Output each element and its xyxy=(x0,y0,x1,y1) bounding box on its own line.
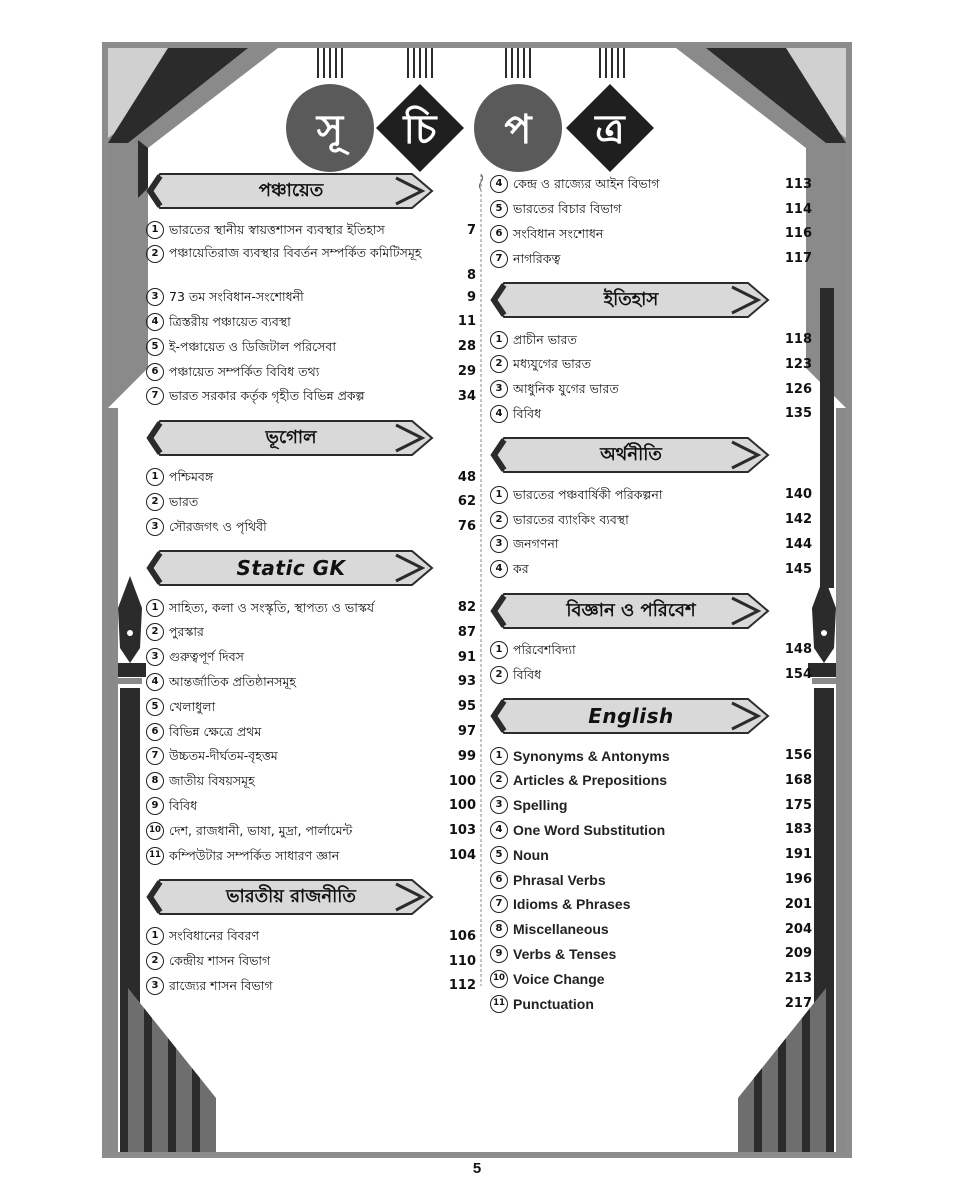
entry-page: 93 xyxy=(457,674,476,690)
section-gap xyxy=(490,582,812,592)
entry-number: 3 xyxy=(146,288,164,306)
entry-label: ভারতের পঞ্চবার্ষিকী পরিকল্পনা xyxy=(513,486,663,502)
entry-number: 2 xyxy=(490,355,508,373)
section-gap xyxy=(146,409,476,419)
entry-page: 196 xyxy=(784,872,812,888)
section-gap xyxy=(490,1016,812,1026)
entry-label: 73 তম সংবিধান-সংশোধনী xyxy=(169,289,304,305)
entry-page: 191 xyxy=(784,847,812,863)
title-char-1: সূ xyxy=(316,106,344,153)
entry-number: 1 xyxy=(146,468,164,486)
toc-entry[interactable] xyxy=(146,694,476,719)
toc-entry[interactable] xyxy=(146,794,476,819)
section-title: ইতিহাস xyxy=(603,289,659,311)
entry-number: 10 xyxy=(146,822,164,840)
entry-label: পঞ্চায়েতিরাজ ব্যবস্থার বিবর্তন সম্পর্কিত কমিটিসমূহ xyxy=(169,244,422,260)
entry-page: 113 xyxy=(784,176,812,192)
toc-entry[interactable] xyxy=(146,243,476,285)
entry-page: 91 xyxy=(457,649,476,665)
entry-label: Voice Change xyxy=(513,970,605,987)
toc-entry[interactable] xyxy=(490,662,812,687)
title-char-2: চি xyxy=(403,106,437,153)
section-banner xyxy=(490,592,772,630)
entry-number: 4 xyxy=(490,821,508,839)
entry-page: 217 xyxy=(784,996,812,1012)
section-banner xyxy=(146,549,436,587)
entry-page: 9 xyxy=(466,289,476,305)
page-title xyxy=(278,76,678,172)
entry-number: 5 xyxy=(490,200,508,218)
toc-entry[interactable] xyxy=(490,377,812,402)
toc-entry[interactable] xyxy=(490,638,812,663)
entry-label: ভারত সরকার কর্তৃক গৃহীত বিভিন্ন প্রকল্প xyxy=(169,388,365,404)
toc-entry[interactable] xyxy=(490,793,812,818)
toc-entry[interactable] xyxy=(490,842,812,867)
entry-label: ভারতের ব্যাংকিং ব্যবস্থা xyxy=(513,511,629,527)
toc-entry[interactable] xyxy=(146,218,476,243)
section-gap xyxy=(490,687,812,697)
section-gap xyxy=(490,271,812,281)
entry-page: 48 xyxy=(457,469,476,485)
entry-page: 213 xyxy=(784,971,812,987)
section-gap xyxy=(490,426,812,436)
entry-number: 3 xyxy=(490,380,508,398)
entry-label: সাহিত্য, কলা ও সংস্কৃতি, স্থাপত্য ও ভাস্কর্য xyxy=(169,599,375,615)
entry-label: খেলাধুলা xyxy=(169,698,216,714)
entry-number: 6 xyxy=(490,225,508,243)
entry-label: Verbs & Tenses xyxy=(513,945,617,962)
toc-entry[interactable] xyxy=(146,384,476,409)
toc-entry[interactable] xyxy=(146,334,476,359)
entry-number: 2 xyxy=(490,666,508,684)
entry-page: 118 xyxy=(784,332,812,348)
entry-number: 7 xyxy=(490,895,508,913)
entry-number: 3 xyxy=(146,518,164,536)
entry-page: 126 xyxy=(784,381,812,397)
section-title: ভূগোল xyxy=(265,426,317,448)
entry-page: 116 xyxy=(784,226,812,242)
toc-entry[interactable] xyxy=(490,402,812,427)
entry-page: 175 xyxy=(784,797,812,813)
entry-page: 142 xyxy=(784,512,812,528)
section-title: ভারতীয় রাজনীতি xyxy=(226,885,356,907)
toc-entry[interactable] xyxy=(146,620,476,645)
entry-number: 7 xyxy=(146,387,164,405)
fountain-pen-nib-icon xyxy=(812,576,836,663)
entry-label: জাতীয় বিষয়সমূহ xyxy=(169,773,255,789)
toc-entry[interactable] xyxy=(490,892,812,917)
entry-label: প্রাচীন ভারত xyxy=(513,331,577,347)
entry-page: 110 xyxy=(448,953,476,969)
entry-number: 5 xyxy=(490,846,508,864)
entry-number: 2 xyxy=(490,511,508,529)
entry-number: 2 xyxy=(146,623,164,641)
toc-entry[interactable] xyxy=(490,197,812,222)
entry-label: One Word Substitution xyxy=(513,821,666,838)
entry-number: 6 xyxy=(490,871,508,889)
section-gap xyxy=(146,539,476,549)
entry-number: 4 xyxy=(490,560,508,578)
entry-label: ভারতের স্থানীয় স্বায়ত্তশাসন ব্যবস্থার ইতিহাস xyxy=(169,222,385,238)
entry-number: 2 xyxy=(146,245,164,263)
toc-entry[interactable] xyxy=(146,769,476,794)
entry-label: বিভিন্ন ক্ষেত্রে প্রথম xyxy=(169,723,262,739)
entry-number: 5 xyxy=(146,698,164,716)
entry-page: 117 xyxy=(784,251,812,267)
toc-right-column xyxy=(490,172,812,1026)
toc-entry[interactable] xyxy=(146,359,476,384)
section-banner xyxy=(146,878,436,916)
entry-number: 2 xyxy=(146,493,164,511)
toc-entry[interactable] xyxy=(490,966,812,991)
entry-label: আন্তর্জাতিক প্রতিষ্ঠানসমূহ xyxy=(169,673,296,689)
entry-page: 168 xyxy=(784,772,812,788)
entry-number: 1 xyxy=(490,331,508,349)
toc-left-column xyxy=(146,172,476,1008)
entry-label: পশ্চিমবঙ্গ xyxy=(169,469,214,485)
entry-label: কেন্দ্র ও রাজ্যের আইন বিভাগ xyxy=(513,176,660,192)
column-divider xyxy=(478,174,484,986)
entry-page: 34 xyxy=(457,388,476,404)
entry-label: Punctuation xyxy=(513,995,594,1012)
entry-number: 1 xyxy=(146,599,164,617)
entry-label: ত্রিস্তরীয় পঞ্চায়েত ব্যবস্থা xyxy=(169,313,291,329)
section-banner xyxy=(146,172,436,210)
toc-entry[interactable] xyxy=(490,507,812,532)
entry-page: 82 xyxy=(457,600,476,616)
toc-entry[interactable] xyxy=(146,514,476,539)
entry-label: পরিবেশবিদ্যা xyxy=(513,641,576,657)
entry-label: আধুনিক যুগের ভারত xyxy=(513,381,619,397)
entry-number: 6 xyxy=(146,723,164,741)
entry-number: 8 xyxy=(146,772,164,790)
entry-page: 62 xyxy=(457,494,476,510)
entry-label: গুরুত্বপূর্ণ দিবস xyxy=(169,649,244,665)
entry-label: Articles & Prepositions xyxy=(513,772,668,789)
section-gap xyxy=(146,998,476,1008)
toc-entry[interactable] xyxy=(146,285,476,310)
toc-entry[interactable] xyxy=(490,532,812,557)
entry-label: দেশ, রাজধানী, ভাষা, মুদ্রা, পার্লামেন্ট xyxy=(169,822,353,838)
entry-label: পঞ্চায়েত সম্পর্কিত বিবিধ তথ্য xyxy=(169,363,320,379)
title-char-3: প xyxy=(504,106,532,153)
entry-page: 204 xyxy=(784,921,812,937)
entry-page: 114 xyxy=(784,201,812,217)
entry-label: কর xyxy=(513,561,529,577)
entry-number: 4 xyxy=(146,673,164,691)
entry-label: ই-পঞ্চায়েত ও ডিজিটাল পরিসেবা xyxy=(169,338,337,354)
entry-page: 148 xyxy=(784,642,812,658)
entry-number: 4 xyxy=(146,313,164,331)
entry-label: বিবিধ xyxy=(513,666,542,682)
entry-label: নাগরিকত্ব xyxy=(513,250,561,266)
entry-number: 2 xyxy=(146,952,164,970)
section-title: অর্থনীতি xyxy=(600,444,662,466)
toc-entry[interactable] xyxy=(146,818,476,843)
entry-label: Idioms & Phrases xyxy=(513,896,631,913)
entry-number: 7 xyxy=(146,747,164,765)
toc-entry[interactable] xyxy=(146,490,476,515)
entry-number: 1 xyxy=(146,221,164,239)
entry-page: 29 xyxy=(457,364,476,380)
entry-number: 9 xyxy=(146,797,164,815)
title-char-4: ত্র xyxy=(595,106,625,153)
entry-number: 5 xyxy=(146,338,164,356)
entry-page: 76 xyxy=(457,519,476,535)
section-title: বিজ্ঞান ও পরিবেশ xyxy=(566,599,696,621)
toc-entry[interactable] xyxy=(490,768,812,793)
entry-number: 7 xyxy=(490,250,508,268)
entry-number: 2 xyxy=(490,771,508,789)
entry-page: 145 xyxy=(784,561,812,577)
entry-number: 8 xyxy=(490,920,508,938)
entry-page: 100 xyxy=(448,798,476,814)
entry-page: 106 xyxy=(448,928,476,944)
toc-entry[interactable] xyxy=(490,222,812,247)
entry-label: ভারতের বিচার বিভাগ xyxy=(513,201,622,217)
toc-entry[interactable] xyxy=(490,557,812,582)
entry-page: 104 xyxy=(448,848,476,864)
toc-entry[interactable] xyxy=(490,818,812,843)
entry-number: 3 xyxy=(490,796,508,814)
entry-number: 11 xyxy=(490,995,508,1013)
toc-entry[interactable] xyxy=(146,645,476,670)
toc-entry[interactable] xyxy=(146,719,476,744)
section-banner xyxy=(490,697,772,735)
entry-label: মধ্যযুগের ভারত xyxy=(513,356,592,372)
section-banner xyxy=(146,419,436,457)
entry-page: 156 xyxy=(784,748,812,764)
entry-number: 1 xyxy=(490,486,508,504)
entry-page: 11 xyxy=(457,314,476,330)
toc-entry[interactable] xyxy=(146,974,476,999)
section-title: পঞ্চায়েত xyxy=(258,180,324,201)
page-number: 5 xyxy=(472,1160,482,1177)
entry-label: সৌরজগৎ ও পৃথিবী xyxy=(169,518,267,534)
entry-label: বিবিধ xyxy=(513,405,542,421)
toc-entry[interactable] xyxy=(490,482,812,507)
entry-number: 1 xyxy=(490,641,508,659)
entry-label: উচ্চতম-দীর্ঘতম-বৃহত্তম xyxy=(169,748,278,764)
entry-number: 3 xyxy=(146,977,164,995)
entry-page: 99 xyxy=(457,748,476,764)
entry-number: 4 xyxy=(490,175,508,193)
entry-page: 103 xyxy=(448,823,476,839)
entry-label: Synonyms & Antonyms xyxy=(513,747,670,764)
fountain-pen-nib-icon xyxy=(118,576,142,663)
entry-label: Phrasal Verbs xyxy=(513,871,606,888)
toc-entry[interactable] xyxy=(146,949,476,974)
toc-entry[interactable] xyxy=(146,310,476,335)
entry-page: 140 xyxy=(784,487,812,503)
entry-page: 28 xyxy=(457,339,476,355)
page-frame xyxy=(102,42,852,1158)
entry-page: 8 xyxy=(466,267,476,283)
section-title: Static GK xyxy=(236,556,346,581)
toc-entry[interactable] xyxy=(146,465,476,490)
section-title: English xyxy=(588,704,674,729)
entry-number: 1 xyxy=(146,927,164,945)
entry-page: 7 xyxy=(466,222,476,238)
toc-entry[interactable] xyxy=(490,917,812,942)
toc-entry[interactable] xyxy=(146,924,476,949)
entry-page: 95 xyxy=(457,699,476,715)
toc-entry[interactable] xyxy=(490,867,812,892)
entry-number: 1 xyxy=(490,747,508,765)
section-banner xyxy=(490,436,772,474)
entry-number: 6 xyxy=(146,363,164,381)
entry-page: 97 xyxy=(457,724,476,740)
entry-number: 4 xyxy=(490,405,508,423)
entry-page: 183 xyxy=(784,822,812,838)
toc-entry[interactable] xyxy=(146,744,476,769)
entry-label: পুরস্কার xyxy=(169,624,204,640)
entry-page: 154 xyxy=(784,667,812,683)
entry-label: সংবিধান সংশোধন xyxy=(513,225,604,241)
entry-label: বিবিধ xyxy=(169,797,198,813)
entry-label: কেন্দ্রীয় শাসন বিভাগ xyxy=(169,953,271,969)
toc-entry[interactable] xyxy=(490,743,812,768)
entry-page: 135 xyxy=(784,406,812,422)
entry-page: 123 xyxy=(784,356,812,372)
entry-page: 100 xyxy=(448,773,476,789)
toc-entry[interactable] xyxy=(490,327,812,352)
entry-number: 11 xyxy=(146,847,164,865)
toc-entry[interactable] xyxy=(146,843,476,868)
entry-label: সংবিধানের বিবরণ xyxy=(169,928,260,944)
entry-page: 144 xyxy=(784,536,812,552)
toc-entry[interactable] xyxy=(490,172,812,197)
toc-entry[interactable] xyxy=(490,942,812,967)
entry-label: ভারত xyxy=(169,493,199,509)
toc-entry[interactable] xyxy=(146,670,476,695)
entry-label: Spelling xyxy=(513,797,568,814)
toc-entry[interactable] xyxy=(490,246,812,271)
entry-label: Noun xyxy=(513,846,549,863)
toc-entry[interactable] xyxy=(146,595,476,620)
entry-number: 3 xyxy=(146,648,164,666)
toc-entry[interactable] xyxy=(490,991,812,1016)
entry-label: জনগণনা xyxy=(513,536,559,552)
entry-page: 209 xyxy=(784,946,812,962)
entry-page: 87 xyxy=(457,624,476,640)
entry-number: 3 xyxy=(490,535,508,553)
entry-number: 10 xyxy=(490,970,508,988)
toc-entry[interactable] xyxy=(490,352,812,377)
entry-page: 201 xyxy=(784,896,812,912)
entry-label: Miscellaneous xyxy=(513,921,609,938)
entry-label: রাজ্যের শাসন বিভাগ xyxy=(169,977,273,993)
entry-page: 112 xyxy=(448,978,476,994)
section-banner xyxy=(490,281,772,319)
entry-number: 9 xyxy=(490,945,508,963)
section-gap xyxy=(146,868,476,878)
entry-label: কম্পিউটার সম্পর্কিত সাধারণ জ্ঞান xyxy=(169,847,340,863)
